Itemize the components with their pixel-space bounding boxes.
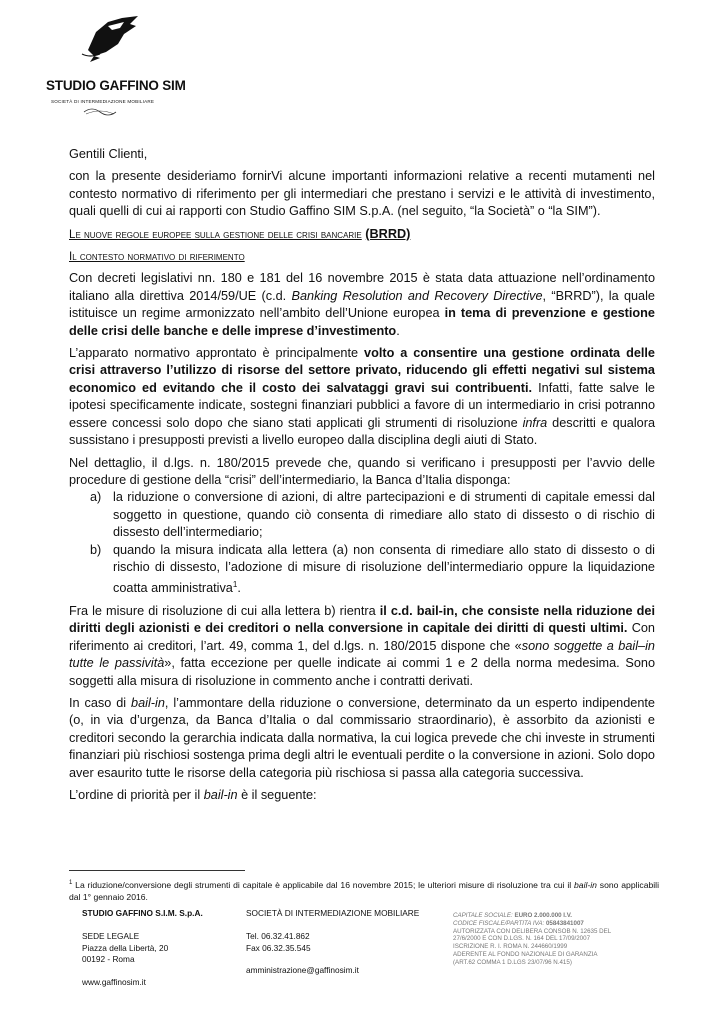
logo-ornament-icon	[82, 106, 118, 118]
footer-address	[82, 908, 242, 989]
paragraph-1: Con decreti legislativi nn. 180 e 181 del 16 novembre 2015 è stata data attuazione nell’ordinamento italiano alla direttiva 2014/59/UE (c.d. Banking Resolution and Recovery Directive, “BRRD”), la quale istituisce un regime armonizzato nell’ambito dell’Unione europea in tema di prevenzione e gestione delle crisi delle banche e delle imprese d’investimento.	[69, 271, 655, 338]
footer-address-line1: Piazza della Libertà, 20	[82, 942, 169, 953]
measures-list	[69, 489, 655, 598]
intro-paragraph: con la presente desideriamo fornirVi alcune importanti informazioni relative a recenti mutamenti nel contesto normativo di riferimento per gli intermediari che prestano i servizi e le attività di investimento, quali quelli di cui ai rapporti con Studio Gaffino SIM S.p.A. (nel seguito, “la Società” o “la SIM”).	[69, 169, 655, 219]
paragraph-6: L’ordine di priorità per il bail-in è il seguente:	[69, 788, 317, 803]
subsection-title	[69, 248, 655, 265]
footnote-ref[interactable]: 1	[232, 580, 238, 590]
section-title-text: Le nuove regole europee sulla gestione delle crisi bancarie	[69, 227, 362, 241]
letter-body	[69, 146, 655, 809]
paragraph-3: Nel dettaglio, il d.lgs. n. 180/2015 prevede che, quando si verificano i presupposti per l’avvio delle procedure di gestione della “crisi” dell’intermediario, la Banca d’Italia disponga:	[69, 455, 655, 487]
footer-company: STUDIO GAFFINO S.I.M. S.p.A.	[82, 908, 203, 918]
footnote-divider	[69, 870, 245, 871]
logo-subtitle: SOCIETÀ DI INTERMEDIAZIONE MOBILIARE	[51, 99, 155, 104]
footer-contacts	[246, 908, 446, 977]
footer-company-type: SOCIETÀ DI INTERMEDIAZIONE MOBILIARE	[246, 908, 420, 918]
footnote: $^1$ La riduzione/conversione degli strumenti di capitale è applicabile dal 16 novembre 2015; le ulteriori misure di risoluzione tra cui il bail-in sono applicabili dal 1° gennaio 2016.	[69, 879, 659, 903]
greeting: Gentili Clienti,	[69, 147, 148, 161]
paragraph-5: In caso di bail-in, l’ammontare della riduzione o conversione, determinato da un esperto indipendente (o, in via d’urgenza, da Banca d’Italia o dal commissario straordinario), è assorbito da azionisti e creditori secondo la gerarchia indicata dalla normativa, la cui logica prevede che chi investe in strumenti finanziari più rischiosi sostenga prima degli altri le eventuali perdite o la conversione in azioni. Solo dopo aver esaurito tutte le risorse della categoria più rischiosa si passa alla categoria successiva.	[69, 696, 655, 780]
logo-name: STUDIO GAFFINO SIM	[46, 78, 186, 93]
paragraph-4: Fra le misure di risoluzione di cui alla lettera b) rientra il c.d. bail-in, che consiste nella riduzione dei diritti degli azionisti e dei creditori o nella conversione in capitale dei diritti di questi ultimi. Con riferimento ai creditori, l’art. 49, comma 1, del d.lgs. n. 180/2015 dispone che «sono soggette a bail–in tutte le passività», fatta eccezione per quelle indicate ai commi 1 e 2 della norma medesima. Sono soggetti alla misura di risoluzione in commento anche i contratti derivati.	[69, 603, 655, 688]
subsection-title-text: Il contesto normativo di riferimento	[69, 250, 245, 264]
footer-website[interactable]: www.gaffinosim.it	[82, 977, 146, 988]
footer-address-line2: 00192 - Roma	[82, 954, 135, 965]
gaffino-emblem-icon	[80, 14, 142, 64]
footer-fax: Fax 06.32.35.545	[246, 942, 311, 953]
section-title	[69, 226, 655, 243]
footer-sede-label: SEDE LEGALE	[82, 930, 140, 941]
footer-legal: CAPITALE SOCIALE: EURO 2.000.000 I.V. CODICE FISCALE/PARTITA IVA: 05843841007 AUTORIZZATA CON DELIBERA CONSOB N. 12635 DEL 27/6/2000 E CON D.LGS. N. 164 DEL 17/09/2007 ISCRIZIONE R. I. ROMA N. 244660/1999 ADERENTE AL FONDO NAZIONALE DI GARANZIA (ART.62 COMMA 1 D.LGS 23/07/96 N.415)	[453, 912, 612, 966]
footer-email[interactable]: amministrazione@gaffinosim.it	[246, 965, 359, 976]
list-item: b) quando la misura indicata alla lettera (a) non consenta di rimediare allo stato di dissesto o di rischio di dissesto, l’adozione di misure di risoluzione dell’intermediario oppure la liquidazione coatta amministrativa$^1$.	[90, 542, 655, 596]
footer-tel: Tel. 06.32.41.862	[246, 930, 310, 941]
paragraph-2: L’apparato normativo approntato è principalmente volto a consentire una gestione ordinata delle crisi attraverso l’utilizzo di risorse del settore privato, riducendo gli effetti negativi sul sistema economico ed evitando che il costo dei salvataggi gravi sui contribuenti. Infatti, fatte salve le ipotesi specificamente indicate, sostegni finanziari pubblici a favore di un intermediario in crisi potranno essere concessi solo dopo che siano stati applicati gli strumenti di risoluzione infra descritti e qualora sussistano i presupposti previsti a livello europeo dalla disciplina degli aiuti di Stato.	[69, 346, 655, 448]
section-title-acronym: (BRRD)	[365, 226, 411, 241]
list-item: a) la riduzione o conversione di azioni, di altre partecipazioni e di strumenti di capitale emessi dal soggetto in questione, quando ciò consenta di rimediare allo stato di dissesto o di rischio di dissesto dell’intermediario;	[90, 490, 655, 540]
